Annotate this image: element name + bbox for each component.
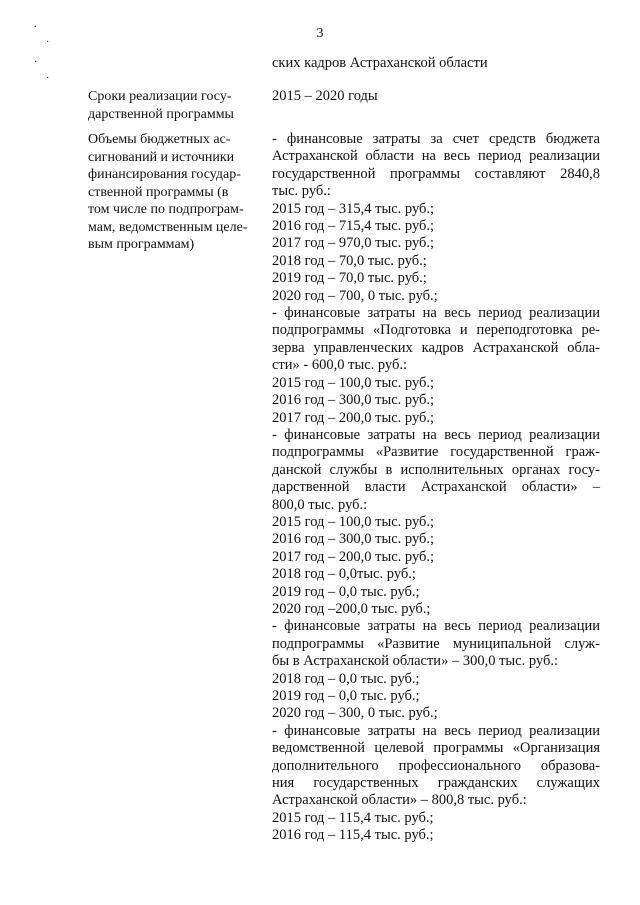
value-line: 2017 год – 200,0 тыс. руб.; <box>272 548 435 565</box>
value-line: подпрограммы «Развитие государственной граж- <box>272 444 600 461</box>
row-value <box>272 131 600 845</box>
value-line: 2020 год –200,0 тыс. руб.; <box>272 600 431 617</box>
value-line: 2018 год – 0,0 тыс. руб.; <box>272 670 420 687</box>
value-line: 2015 год – 100,0 тыс. руб.; <box>272 513 435 530</box>
value-line: - финансовые затраты на весь период реализации <box>272 305 600 322</box>
value-line: 2015 год – 315,4 тыс. руб.; <box>272 200 435 217</box>
value-line: 800,0 тыс. руб.: <box>272 496 368 513</box>
value-line: дополнительного профессионального образова- <box>272 757 600 774</box>
page-number: 3 <box>316 26 324 41</box>
value-line: данской службы в исполнительных органах госу- <box>272 461 600 478</box>
value-line: 2020 год – 300, 0 тыс. руб.; <box>272 705 438 722</box>
label-line: сигнований и источники <box>88 149 235 165</box>
value-line: 2019 год – 70,0 тыс. руб.; <box>272 270 427 287</box>
value-line: 2015 год – 100,0 тыс. руб.; <box>272 374 435 391</box>
label-line: Объемы бюджетных ас- <box>88 132 231 147</box>
value-line: 2019 год – 0,0 тыс. руб.; <box>272 583 420 600</box>
value-line: 2019 год – 0,0 тыс. руб.; <box>272 688 420 704</box>
label-line: финансирования государ- <box>88 167 241 182</box>
row-label <box>88 131 264 254</box>
value-line: ведомственной целевой программы «Организация <box>272 740 600 757</box>
value-line: 2017 год – 970,0 тыс. руб.; <box>272 235 435 252</box>
value-line: - финансовые затраты на весь период реализации <box>272 426 600 443</box>
row-value <box>272 88 600 105</box>
value-line: подпрограммы «Развитие муниципальной служ- <box>272 635 600 652</box>
label-line: мам, ведомственным целе- <box>88 219 248 235</box>
label-line: том числе по подпрограм- <box>88 202 244 217</box>
value-line: 2015 год – 115,4 тыс. руб.; <box>272 809 434 826</box>
value-line: Астраханской области» – 800,8 тыс. руб.: <box>272 792 527 809</box>
label-line: Сроки реализации госу- <box>88 89 232 104</box>
label-line: ственной программы (в <box>88 184 229 200</box>
value-line: 2016 год – 300,0 тыс. руб.; <box>272 392 435 409</box>
value-line: Астраханской области на весь период реализации <box>272 148 600 165</box>
value-line: 2018 год – 0,0тыс. руб.; <box>272 566 416 583</box>
label-line: вым программам) <box>88 237 195 252</box>
value-line: 2020 год – 700, 0 тыс. руб.; <box>272 287 438 304</box>
label-line: дарственной программы <box>88 106 234 122</box>
value-line: - финансовые затраты на весь период реализации <box>272 618 600 635</box>
value-line: 2017 год – 200,0 тыс. руб.; <box>272 409 435 426</box>
value-line: 2015 – 2020 годы <box>272 88 378 104</box>
value-line: 2016 год – 115,4 тыс. руб.; <box>272 827 434 844</box>
value-line: 2018 год – 70,0 тыс. руб.; <box>272 252 427 269</box>
value-line: зерва управленческих кадров Астраханской обла- <box>272 339 600 356</box>
value-line: 2016 год – 300,0 тыс. руб.; <box>272 531 435 548</box>
value-line: государственной программы составляют 2840,8 <box>272 165 600 182</box>
continuation-text: ских кадров Астраханской области <box>272 55 488 71</box>
value-line: ния государственных гражданских служащих <box>272 775 600 792</box>
value-line: - финансовые затраты на весь период реализации <box>272 722 600 739</box>
row-label <box>88 88 264 123</box>
value-line: сти» - 600,0 тыс. руб.: <box>272 357 408 374</box>
value-line: тыс. руб.: <box>272 183 331 200</box>
value-line: подпрограммы «Подготовка и переподготовка ре- <box>272 322 600 339</box>
value-line: 2016 год – 715,4 тыс. руб.; <box>272 218 435 235</box>
value-line: - финансовые затраты за счет средств бюджета <box>272 131 600 147</box>
value-line: дарственной власти Астраханской области» – <box>272 479 600 496</box>
value-line: бы в Астраханской области» – 300,0 тыс. руб.: <box>272 653 558 670</box>
